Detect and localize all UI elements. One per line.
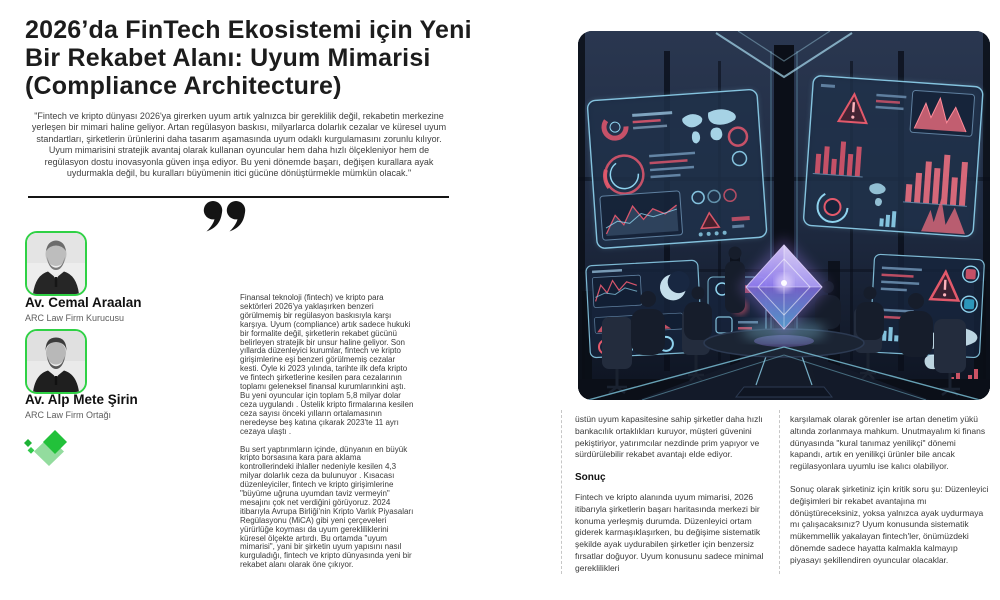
title-line-3: (Compliance Architecture) bbox=[25, 72, 342, 100]
page-title bbox=[25, 16, 485, 100]
author-name-alp: Av. Alp Mete Şirin bbox=[25, 392, 138, 407]
dashboard-panel-upper-right bbox=[803, 75, 983, 236]
bottom-right-paragraph-2: Sonuç olarak şirketiniz için kritik soru şu: Düzenleyici değişimleri bir rekabet avantajına mı dönüştüreceksiniz, yoksa yalnızca ayak uydurmaya mı çalışacaksınız? Uyum konusunda sistematik mükemmellik yakalayan fintech'ler, önümüzdeki dönemde sadece hayatta kalmakla kalmayıp piyasayı şekillendiren oyuncular olacaklar. bbox=[790, 483, 989, 565]
body-paragraph-1: Finansal teknoloji (fintech) ve kripto para sektörleri 2026'ya yaklaşırken benzeri görülmemiş bir regülasyon baskısıyla karşı karşıya. Uyum (compliance) artık sadece hukuki bir formalite değil, şirketlerin rekabet gücünü belirleyen stratejik bir unsur haline geliyor. Son yıllarda düzenleyici kurumlar, fintech ve kripto girişimlerine eşi benzeri görülmemiş cezalar kesti. Öyle ki 2023 yılında, tarihte ilk defa kripto ve fintech şirketlerine kesilen para cezalarının toplamı geleneksel finansal kurumlarınkini aştı. Bu yeni oyuncular için toplam 5,8 milyar dolar ceza uygulandı . Üstelik kripto firmalarına kesilen ceza sayısı önceki yılların ortalamasının neredeyse beş katına çıkarak 2023'te 11 ayrı cezaya ulaştı . bbox=[240, 293, 414, 436]
bottom-column-right bbox=[790, 414, 990, 578]
author-photo-alp bbox=[25, 329, 87, 394]
dashboard-panel-upper-left bbox=[587, 89, 767, 248]
body-column bbox=[240, 294, 414, 579]
title-line-2: Bir Rekabet Alanı: Uyum Mimarisi bbox=[25, 44, 431, 72]
arc-logo-icon bbox=[20, 428, 72, 474]
conclusion-heading: Sonuç bbox=[575, 472, 606, 484]
title-line-1: 2026’da FinTech Ekosistemi için Yeni bbox=[25, 16, 472, 44]
bottom-left-paragraph-2: Fintech ve kripto alanında uyum mimarisi, 2026 itibarıyla şirketlerin başarı haritasında merkezi bir konuma yerleşmiş durumda. Düzenleyici ortam giderek karmaşıklaşırken, bu değişime sistematik şekilde ayak uydurabilen şirketler için benzersiz fırsatlar doğuyor. Uyum konusunu sadece minimal gereklilikleri bbox=[575, 491, 764, 573]
bottom-column-left bbox=[575, 414, 773, 586]
hero-image bbox=[578, 31, 990, 400]
body-paragraph-2: Bu sert yaptırımların içinde, dünyanın en büyük kripto borsasına kara para aklama kontrollerindeki ihlaller nedeniyle kesilen 4,3 milyar dolarlık ceza da bulunuyor . Kısacası düzenleyiciler, fintech ve kripto girişimlerine "büyüme uğruna uyumdan taviz vermeyin" mesajını çok net verdiğini görüyoruz. 2024 itibarıyla Avrupa Birliği'nin Kripto Varlık Piyasaları Regülasyonu (MiCA) gibi yeni çerçeveleri yürürlüğe koyması da uyum gerekliliklerini küresel ölçekte artırdı. Bu ortamda "uyum mimarisi", yani bir şirketin uyum yapısını nasıl kurguladığı, fintech ve kripto dünyasında yeni bir rekabet alanı olarak öne çıkıyor. bbox=[240, 444, 414, 570]
author-name-cemal: Av. Cemal Araalan bbox=[25, 295, 142, 310]
intro-quote: "Fintech ve kripto dünyası 2026'ya girerken uyum artık yalnızca bir gereklilik değil, rekabetin merkezine yerleşen bir mimari haline geliyor. Artan regülasyon baskısı, milyarlarca dolarlık cezalar ve küresel uyum standartları, şirketlerin ürünlerini daha tasarım aşamasında uyum odaklı kurgulamasını zorunlu kılıyor. Uyum mimarisini stratejik avantaj olarak kullanan oyuncular hem daha hızlı ölçekleniyor hem de regülasyon dostu inovasyonla güven inşa ediyor. Bu yeni dönemde başarı, değişen kurallara ayak uydurmakla değil, bu kuralları büyümenin itici gücüne dönüştürmekle mümkün olacak." bbox=[31, 111, 447, 179]
author-role-alp: ARC Law Firm Ortağı bbox=[25, 410, 112, 420]
author-photo-cemal bbox=[25, 231, 87, 296]
divider-line bbox=[28, 196, 449, 198]
column-divider-left bbox=[561, 410, 562, 574]
bottom-right-paragraph-1: karşılamak olarak görenler ise artan denetim yükü altında zorlanmaya mahkum. Unutmayalım ki finans dünyasında "kural tanımaz yenilikçi" dönemi kapandı, artık en yenilikçi ürünler bile ancak regülasyonlara uyumlu ise kalıcı olabiliyor. bbox=[790, 414, 986, 472]
bottom-left-paragraph-1: üstün uyum kapasitesine sahip şirketler daha hızlı bankacılık ortaklıkları kuruyor, müşteri güvenini pekiştiriyor, yatırımcılar nezdinde prim yapıyor ve sürdürülebilir rekabet avantajı elde ediyor. bbox=[575, 414, 763, 460]
column-divider-right bbox=[779, 410, 780, 574]
author-role-cemal: ARC Law Firm Kurucusu bbox=[25, 313, 125, 323]
quote-icon bbox=[203, 201, 249, 233]
